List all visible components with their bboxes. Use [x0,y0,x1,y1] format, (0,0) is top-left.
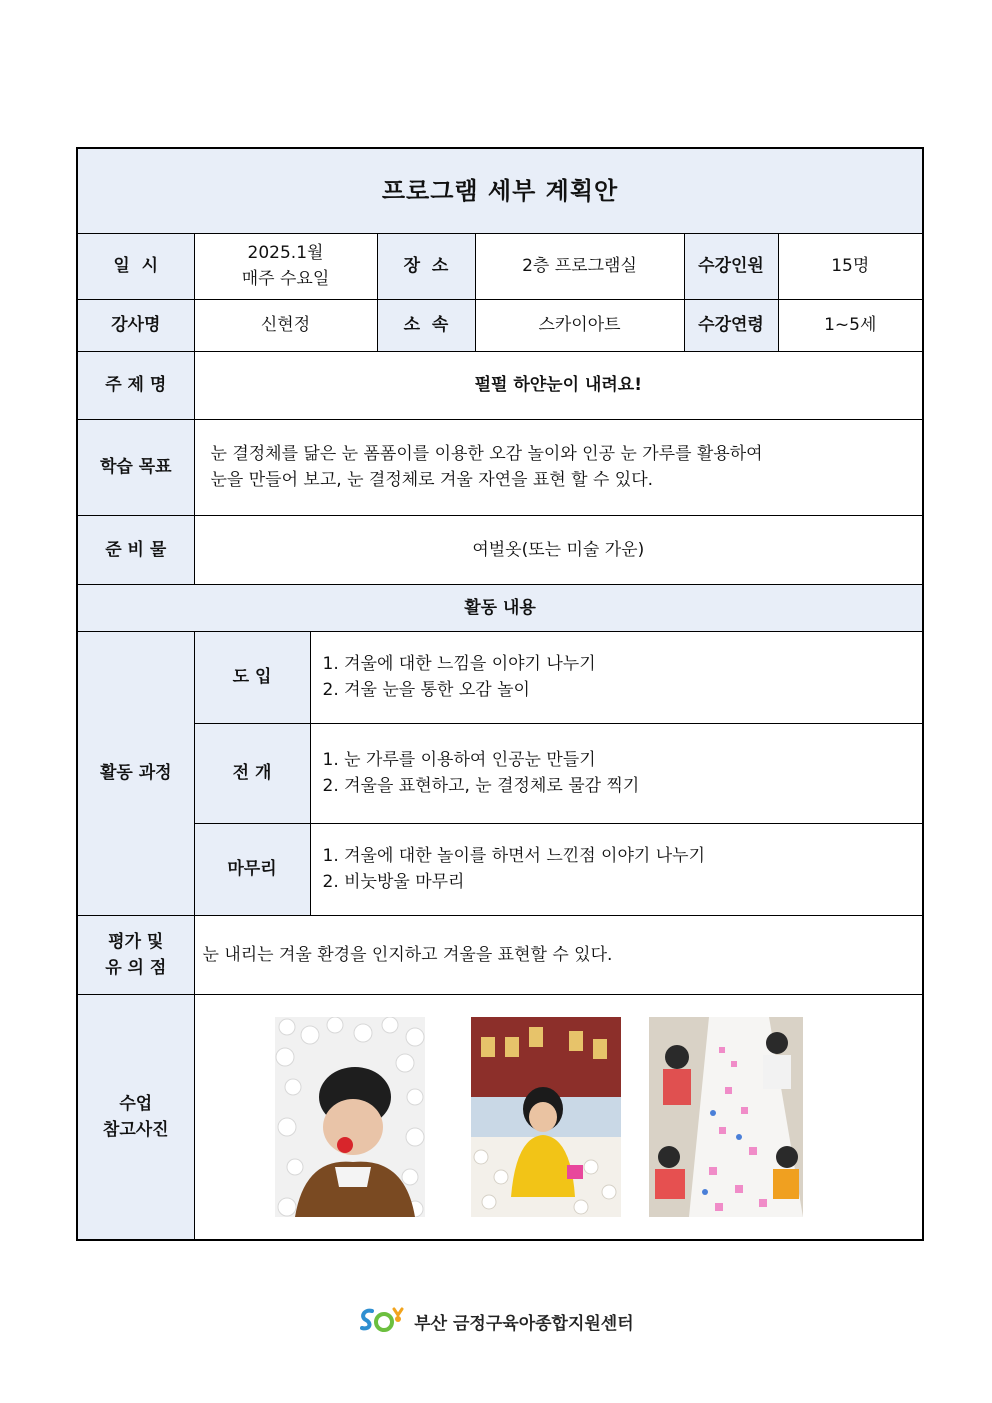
program-plan-table [76,147,924,1241]
goal-line-2: 눈을 만들어 보고, 눈 결정체로 겨울 자연을 표현 할 수 있다. [210,470,654,490]
stage-intro-items [310,631,923,723]
schedule-label: 일 시 [77,233,194,299]
evaluation-value: 눈 내리는 겨울 환경을 인지하고 겨울을 표현할 수 있다. [194,915,923,994]
page-title: 프로그램 세부 계획안 [77,148,923,233]
list-item: 1. 겨울에 대한 느낌을 이야기 나누기 [322,654,596,674]
place-label: 장 소 [377,233,475,299]
list-item: 1. 겨울에 대한 놀이를 하면서 느낀점 이야기 나누기 [322,846,705,866]
photos-label-line-1: 수업 [119,1093,153,1114]
evaluation-label-line-1: 평가 및 [108,931,164,952]
stage-development-items [310,723,923,823]
stage-closing-items [310,823,923,915]
evaluation-label [77,915,194,994]
photo-child-yellow-outfit [471,1017,621,1217]
process-label: 활동 과정 [77,631,194,915]
photo-children-painting [649,1017,803,1217]
list-item: 2. 겨울 눈을 통한 오감 놀이 [322,680,530,700]
instructor-label: 강사명 [77,299,194,351]
activity-header: 활동 내용 [77,584,923,631]
stage-closing-label: 마무리 [194,823,310,915]
goal-value [194,419,923,515]
photos-area [194,994,923,1240]
schedule-month: 2025.1월 [247,243,324,263]
center-logo-icon [358,1305,404,1338]
list-item: 1. 눈 가루를 이용하여 인공눈 만들기 [322,750,596,770]
photos-label [77,994,194,1240]
list-item: 2. 비눗방울 마무리 [322,872,465,892]
goal-line-1: 눈 결정체를 닮은 눈 폼폼이를 이용한 오감 놀이와 인공 눈 가루를 활용하여 [210,444,763,464]
affiliation-value: 스카이아트 [475,299,684,351]
photo-child-pompoms [275,1017,425,1217]
schedule-value [194,233,377,299]
schedule-day: 매주 수요일 [241,269,330,289]
instructor-value: 신현정 [194,299,377,351]
theme-value: 펄펄 하얀눈이 내려요! [194,351,923,419]
capacity-label: 수강인원 [684,233,778,299]
photos-label-line-2: 참고사진 [102,1119,169,1140]
stage-development-label: 전 개 [194,723,310,823]
materials-value: 여벌옷(또는 미술 가운) [194,515,923,584]
age-value: 1~5세 [778,299,923,351]
capacity-value: 15명 [778,233,923,299]
evaluation-label-line-2: 유 의 점 [105,957,167,978]
list-item: 2. 겨울을 표현하고, 눈 결정체로 물감 찍기 [322,776,640,796]
theme-label: 주 제 명 [77,351,194,419]
footer-center-name: 부산 금정구육아종합지원센터 [414,1314,634,1334]
goal-label: 학습 목표 [77,419,194,515]
age-label: 수강연령 [684,299,778,351]
stage-intro-label: 도 입 [194,631,310,723]
footer [0,1305,992,1338]
place-value: 2층 프로그램실 [475,233,684,299]
materials-label: 준 비 물 [77,515,194,584]
affiliation-label: 소 속 [377,299,475,351]
